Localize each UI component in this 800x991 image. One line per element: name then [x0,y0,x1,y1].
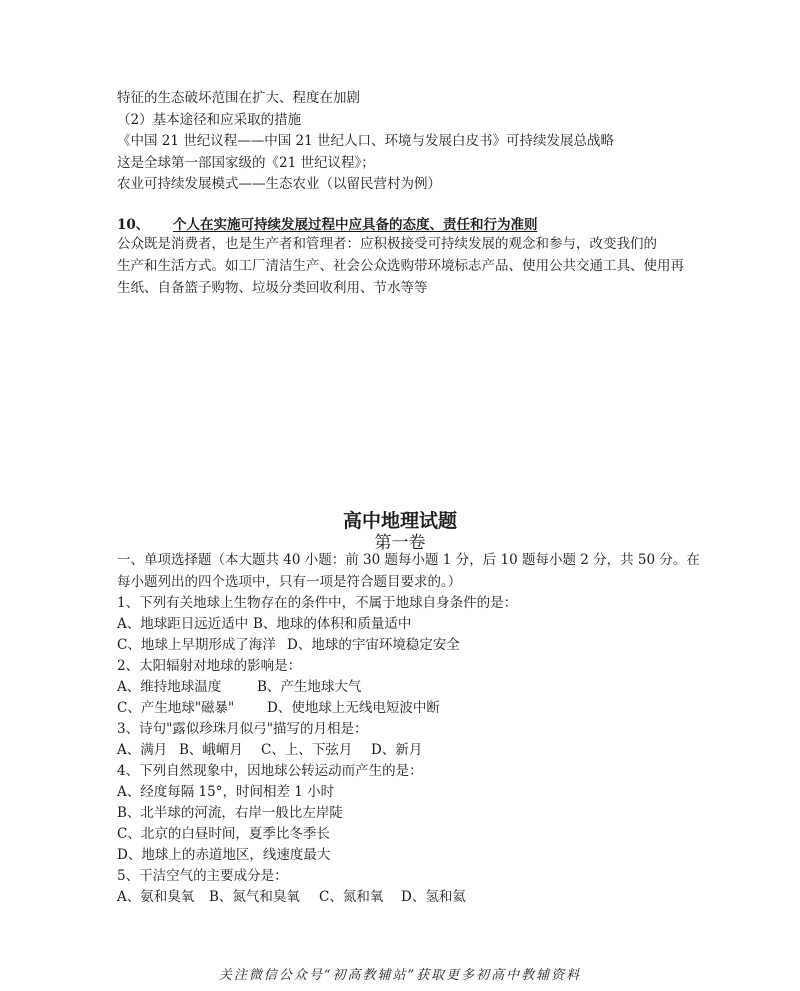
intro-line-2: （2）基本途径和应采取的措施 [117,112,302,128]
section-10-title: 个人在实施可持续发展过程中应具备的态度、责任和行为准则 [173,217,538,233]
question-4-stem: 4、下列自然现象中，因地球公转运动而产生的是： [117,763,423,779]
q5-option-c: C、氮和氧 [319,889,384,905]
page-footer-promo: 关注微信公众号“初高教辅站”获取更多初高中教辅资料 [218,968,582,983]
exam-instructions-1: 一、单项选择题（本大题共 40 小题：前 30 题每小题 1 分，后 10 题每小题 2 分，共 50 分。在 [117,552,700,568]
section-10-body-2: 生产和生活方式。如工厂清洁生产、社会公众选购带环境标志产品、使用公共交通工具、使用再 [117,258,684,274]
question-3-options [117,740,422,760]
section-10-body-1: 公众既是消费者，也是生产者和管理者：应积极接受可持续发展的观念和参与，改变我们的 [117,236,657,252]
section-10-number: 10、 [117,217,150,233]
question-1-stem: 1、下列有关地球上生物存在的条件中，不属于地球自身条件的是： [117,595,518,611]
q3-option-d: D、新月 [371,742,423,758]
q2-option-c: C、产生地球"磁暴" [117,700,235,716]
q5-option-b: B、氮气和臭氧 [209,889,300,905]
question-2-options-row-1 [117,677,361,697]
q1-option-b: B、地球的体积和质量适中 [253,616,412,632]
q3-option-c: C、上、下弦月 [261,742,353,758]
q3-option-b: B、峨嵋月 [179,742,243,758]
q5-option-d: D、氢和氦 [401,889,466,905]
q4-option-d: D、地球上的赤道地区，线速度最大 [117,847,331,863]
exam-title: 高中地理试题 [342,510,457,532]
q2-option-a: A、维持地球温度 [117,679,222,695]
question-1-options-row-1 [117,614,411,634]
intro-line-5: 农业可持续发展模式——生态农业（以留民营村为例） [117,176,441,192]
intro-line-4: 这是全球第一部国家级的《21 世纪议程》； [117,155,375,171]
q1-option-d: D、地球的宇宙环境稳定安全 [287,637,460,653]
question-5-options [117,887,466,907]
q3-option-a: A、满月 [117,742,168,758]
question-3-stem: 3、诗句"露似珍珠月似弓"描写的月相是： [117,721,368,737]
question-2-options-row-2 [117,698,440,718]
q4-option-c: C、北京的白昼时间，夏季比冬季长 [117,826,330,842]
q4-option-b: B、北半球的河流，右岸一般比左岸陡 [117,805,343,821]
intro-line-3: 《中国 21 世纪议程——中国 21 世纪人口、环境与发展白皮书》可持续发展总战略 [117,133,615,149]
intro-line-1: 特征的生态破坏范围在扩大、程度在加剧 [117,90,360,106]
q2-option-d: D、使地球上无线电短波中断 [267,700,440,716]
exam-subtitle: 第一卷 [374,533,426,553]
section-10-heading [117,213,538,233]
section-10-body-3: 生纸、自备篮子购物、垃圾分类回收利用、节水等等 [117,280,428,296]
q2-option-b: B、产生地球大气 [257,679,362,695]
exam-instructions-2: 每小题列出的四个选项中，只有一项是符合题目要求的。） [117,574,462,590]
q5-option-a: A、氨和臭氧 [117,889,195,905]
question-1-options-row-2 [117,635,460,655]
question-5-stem: 5、干洁空气的主要成分是： [117,868,288,884]
q1-option-a: A、地球距日远近适中 [117,616,249,632]
question-2-stem: 2、太阳辐射对地球的影响是： [117,658,302,674]
q1-option-c: C、地球上早期形成了海洋 [117,637,276,653]
q4-option-a: A、经度每隔 15°，时间相差 1 小时 [117,784,335,800]
